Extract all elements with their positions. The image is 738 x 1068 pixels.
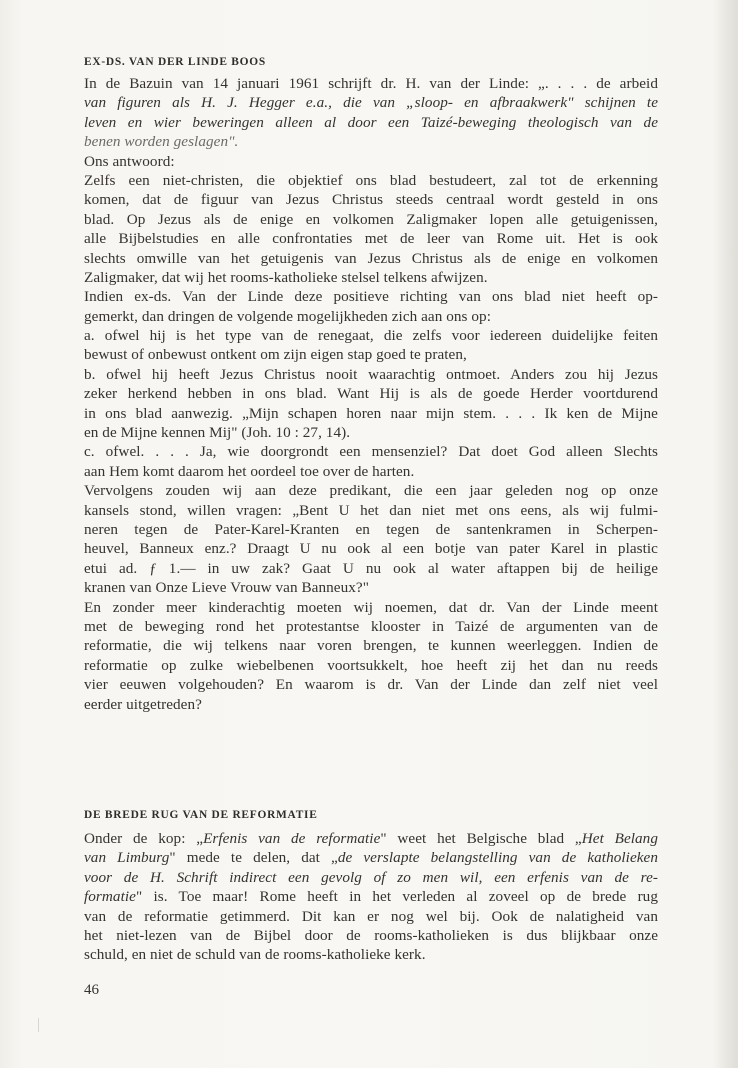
text-line: formatie" is. Toe maar! Rome heeft in het verleden al zoveel op de brede rug bbox=[84, 888, 658, 906]
page-number: 46 bbox=[84, 982, 100, 998]
text-line: aan Hem komt daarom het oordeel toe over de harten. bbox=[84, 462, 415, 480]
text-line: reformatie, die wij telkens naar voren brengen, te kunnen weerleggen. Indien de bbox=[84, 637, 658, 655]
article-ex-ds-van-der-linde bbox=[84, 74, 658, 714]
text-line: slechts omwille van het getuigenis van Jezus Christus als de enige en volkomen bbox=[84, 249, 658, 267]
text-line: alle Bijbelstudies en alle confrontaties met de leer van Rome uit. Het is ook bbox=[84, 230, 658, 248]
text-line: blad. Op Jezus als de enige en volkomen Zaligmaker lopen alle getuigenissen, bbox=[84, 210, 658, 228]
text-line: in ons blad aanwezig. „Mijn schapen horen naar mijn stem. . . . Ik ken de Mijne bbox=[84, 404, 658, 422]
text-line: Vervolgens zouden wij aan deze predikant, die een jaar geleden nog op onze bbox=[84, 482, 658, 500]
text-line: Onder de kop: „Erfenis van de reformatie" weet het Belgische blad „Het Belang bbox=[84, 830, 658, 847]
text-line: het niet-lezen van de Bijbel door de rooms-katholieken is dus blijkbaar onze bbox=[84, 926, 658, 944]
text-line: van figuren als H. J. Hegger e.a., die van „sloop- en afbraakwerk" schijnen te bbox=[84, 94, 658, 112]
text-line: voor de H. Schrift indirect een gevolg of zo men wil, een erfenis van de re- bbox=[84, 868, 658, 886]
text-line: en de Mijne kennen Mij" (Joh. 10 : 27, 14). bbox=[84, 424, 351, 442]
article-brede-rug bbox=[84, 829, 658, 965]
text-line: etui ad. ƒ 1.— in uw zak? Gaat U nu ook al water aftappen bij de heilige bbox=[84, 559, 658, 577]
text-line: benen worden geslagen". bbox=[84, 133, 239, 151]
text-line: neren tegen de Pater-Karel-Kranten en tegen de santenkramen in Scherpen- bbox=[84, 520, 658, 538]
text-line: vier eeuwen volgehouden? En waarom is dr. Van der Linde dan zelf niet veel bbox=[84, 676, 658, 694]
text-line: zeker herkend hebben in ons blad. Want Hij is als de goede Herder voortdurend bbox=[84, 385, 658, 403]
text-line: Ons antwoord: bbox=[84, 152, 175, 170]
text-line: reformatie op zulke wiebelbenen voortsukkelt, hoe heeft zij het dan nu reeds bbox=[84, 656, 658, 674]
text-line: gemerkt, dan dringen de volgende mogelijkheden zich aan ons op: bbox=[84, 307, 491, 325]
section-heading-ex-ds: EX-DS. VAN DER LINDE BOOS bbox=[84, 56, 266, 68]
text-line: a. ofwel hij is het type van de renegaat, die zelfs voor iedereen duidelijke feiten bbox=[84, 327, 658, 345]
text-line: bewust of onbewust ontkent om zijn eigen stap goed te praten, bbox=[84, 346, 467, 364]
text-line: eerder uitgetreden? bbox=[84, 695, 202, 713]
text-line: van de reformatie getimmerd. Dit kan er nog wel bij. Ook de nalatigheid van bbox=[84, 907, 658, 925]
text-line: Indien ex-ds. Van der Linde deze positieve richting van ons blad niet heeft op- bbox=[84, 288, 658, 306]
text-line: En zonder meer kinderachtig moeten wij noemen, dat dr. Van der Linde meent bbox=[84, 598, 658, 616]
text-line: heuvel, Banneux enz.? Draagt U nu ook al een botje van pater Karel in plastic bbox=[84, 540, 658, 558]
text-line: kansels stond, willen vragen: „Bent U het dan niet met ons eens, als wij fulmi- bbox=[84, 501, 658, 519]
text-line: Zaligmaker, dat wij het rooms-katholieke stelsel telkens afwijzen. bbox=[84, 268, 488, 286]
text-line: van Limburg" mede te delen, dat „de verslapte belangstelling van de katholieken bbox=[84, 849, 658, 867]
text-line: komen, dat de figuur van Jezus Christus steeds centraal wordt gesteld in ons bbox=[84, 191, 658, 209]
text-line: leven en wier beweringen alleen al door een Taizé-beweging theologisch van de bbox=[84, 113, 658, 131]
text-line: In de Bazuin van 14 januari 1961 schrijft dr. H. van der Linde: „. . . . de arbeid bbox=[84, 75, 658, 92]
text-line: schuld, en niet de schuld van de rooms-katholieke kerk. bbox=[84, 946, 426, 964]
text-line: Zelfs een niet-christen, die objektief ons blad bestudeert, zal tot de erkenning bbox=[84, 171, 658, 189]
text-line: met de beweging rond het protestantse klooster in Taizé de argumenten van de bbox=[84, 617, 658, 635]
text-line: b. ofwel hij heeft Jezus Christus nooit waarachtig ontmoet. Anders zou hij Jezus bbox=[84, 365, 658, 383]
text-line: c. ofwel. . . . Ja, wie doorgrondt een mensenziel? Dat doet God alleen Slechts bbox=[84, 443, 658, 461]
text-line: kranen van Onze Lieve Vrouw van Banneux?" bbox=[84, 579, 369, 597]
scan-edge-mark bbox=[38, 1018, 45, 1032]
section-heading-brede-rug: DE BREDE RUG VAN DE REFORMATIE bbox=[84, 809, 318, 821]
